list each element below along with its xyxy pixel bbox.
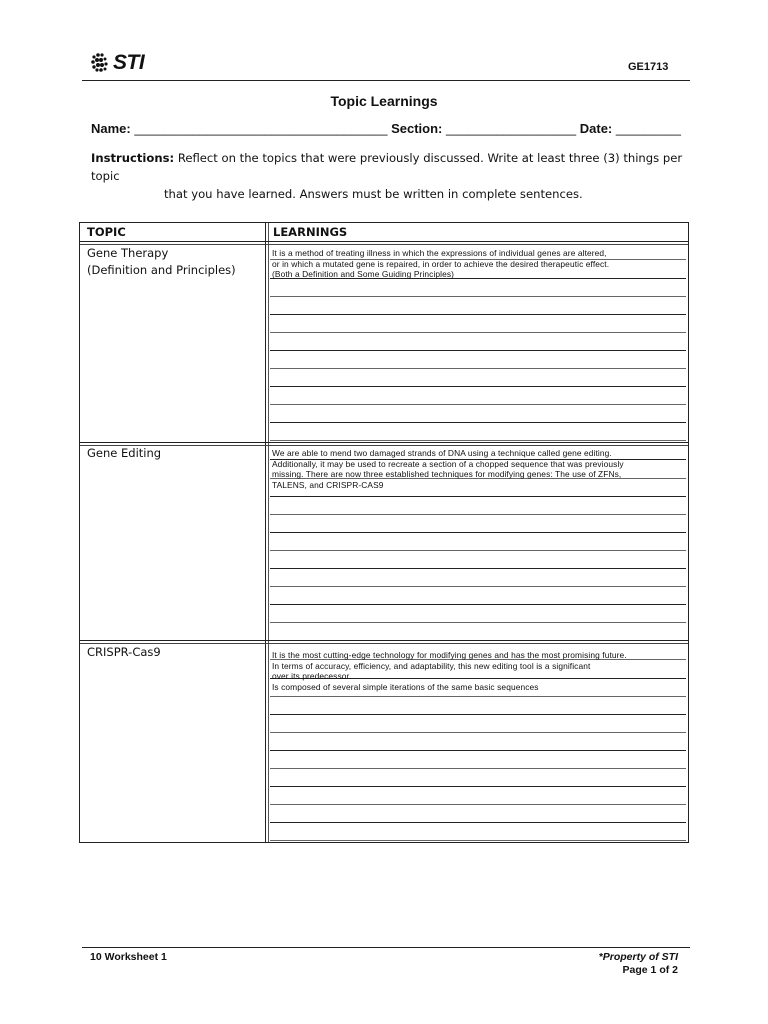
column-divider-inner [268,223,269,842]
column-divider [265,223,266,842]
globe-logo-icon [90,52,112,74]
row-divider [80,442,688,443]
learnings-column-header: LEARNINGS [273,225,348,239]
answer-line: It is a method of treating illness in which the expressions of individual genes are altered, [272,248,607,258]
property-notice: *Property of STI [598,951,678,963]
section-field[interactable]: __________________ [445,121,577,136]
answer-text-gene-therapy[interactable] [272,248,692,280]
answer-line: over its predecessor. [272,671,352,682]
topic-cell-gene-editing [87,445,262,462]
footer-right [599,951,678,977]
date-label: Date: [579,121,613,136]
answer-line: We are able to mend two damaged strands of DNA using a technique called gene editing. [272,448,612,458]
logo-text: STI [113,51,145,74]
topic-title: CRISPR-Cas9 [87,645,161,659]
worksheet-label: 10 Worksheet 1 [90,951,167,963]
instructions-label: Instructions: [91,151,175,165]
topic-cell-crispr-cas9 [87,644,262,661]
answer-line: or in which a mutated gene is repaired, in order to achieve the desired therapeutic effect. [272,258,610,269]
instructions-line-2: that you have learned. Answers must be written in complete sentences. [164,187,583,201]
answer-text-gene-editing[interactable] [272,448,692,490]
date-field[interactable]: _________ [615,121,681,136]
page-title: Topic Learnings [330,93,438,109]
answer-line: In terms of accuracy, efficiency, and adaptability, this new editing tool is a significant [272,660,591,671]
document-code: GE1713 [628,61,669,73]
header-row-divider [80,241,688,242]
student-info-fields [91,121,681,136]
answer-line: missing. There are now three established techniques for modifying genes: The use of ZFNs, [272,469,622,480]
footer-divider [82,947,690,948]
name-label: Name: [91,121,131,136]
topic-column-header: TOPIC [87,225,126,239]
topic-cell-gene-therapy [87,245,262,279]
answer-text-crispr-cas9[interactable] [272,650,692,692]
answer-line: Is composed of several simple iterations of the same basic sequences [272,681,539,692]
answer-line: TALENS, and CRISPR-CAS9 [272,479,384,490]
topic-subtitle: (Definition and Principles) [87,263,236,277]
topic-title: Gene Therapy [87,246,169,260]
page-number: Page 1 of 2 [622,964,678,976]
row-divider [80,640,688,641]
header-divider [82,80,690,81]
answer-line: It is the most cutting-edge technology for modifying genes and has the most promising future. [272,650,627,660]
section-label: Section: [391,121,443,136]
instructions [91,149,701,203]
learnings-table [79,222,689,843]
topic-title: Gene Editing [87,446,162,460]
answer-line: (Both a Definition and Some Guiding Principles) [272,269,455,280]
answer-line: Additionally, it may be used to recreate a section of a chopped sequence that was previously [272,458,624,469]
name-field[interactable]: ___________________________________ [134,121,388,136]
instructions-line-1: Reflect on the topics that were previously discussed. Write at least three (3) things per topic [91,151,683,183]
sti-logo [90,51,144,75]
